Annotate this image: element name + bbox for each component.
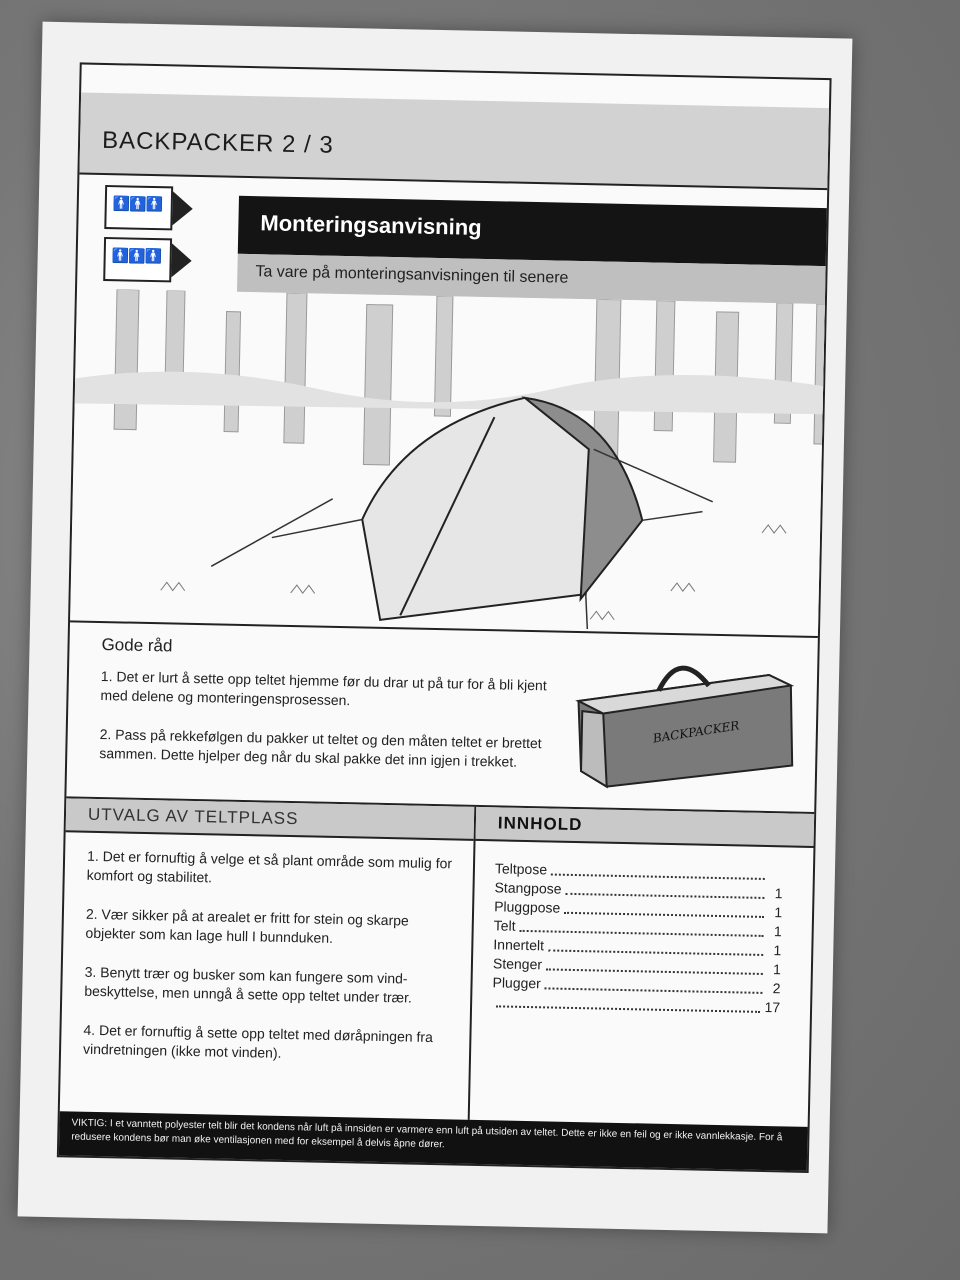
heading: Monteringsanvisning [260,210,482,240]
contents-row: Plugger 2 [492,974,781,997]
page-title: BACKPACKER 2 / 3 [101,126,335,159]
page-frame [57,62,832,1173]
contents-list [492,859,783,1017]
contents-row: Teltpose [495,859,783,884]
contents-row: Stangpose 1 [494,879,783,902]
contents-title: INNHOLD [497,813,583,835]
tip-1: 1. Det er lurt å sette opp teltet hjemme før du drar ut på tur for å bli kjent med delene og monteringensprosessen. [100,668,547,709]
contents-header [476,807,815,848]
tips-title: Gode råd [101,635,173,656]
three-person-icon: 🚹🚹🚹 [103,237,172,282]
site-selection-column [60,798,476,1120]
site-selection-header [66,798,475,841]
contents-row: 17 [492,992,780,1017]
contents-row: Innertelt 1 [493,936,782,959]
two-person-icon: 🚹🚹🚹 [104,185,173,230]
tent-illustration [70,288,825,634]
lower-section [60,796,814,1127]
tips-section [66,620,818,814]
site-rule-1: 1. Det er fornuftig å velge et så plant område som mulig for komfort og stabilitet. [86,847,453,886]
site-selection-title: UTVALG AV TELTPLASS [87,804,299,829]
contents-row: Stenger 1 [492,955,782,978]
contents-column [470,807,814,1127]
title-band [79,92,829,190]
carry-bag-illustration [567,651,800,796]
capacity-icons [77,174,239,287]
tip-2: 2. Pass på rekkefølgen du pakker ut teltet og den måten teltet er brettet sammen. Dette hjelper deg når du skal pakke det inn igjen i trekket. [99,726,542,770]
site-rule-3: 3. Benytt trær og busker som kan fungere som vind-beskyttelse, men unngå å sette opp teltet under trær. [84,963,413,1006]
site-rule-4: 4. Det er fornuftig å sette opp teltet med døråpningen fra vindretningen (ikke mot vinden). [82,1021,434,1061]
bag-label: BACKPACKER [651,718,741,746]
site-rule-2: 2. Vær sikker på at arealet er fritt for stein og skarpe objekter som kan lage hull I bunnduken. [85,905,409,946]
contents-row: Pluggpose 1 [494,898,783,921]
contents-row: Telt 1 [493,917,782,940]
tent-scene [70,288,825,634]
subheading: Ta vare på monteringsanvisningen til senere [255,263,569,287]
instruction-sheet [18,22,853,1234]
footer-warning: VIKTIG: I et vanntett polyester telt blir det kondens når luft på innsiden er varmere enn luft på utsiden av teltet. Dette er ikke en feil og er ikke vannlekkasje. For å redusere kondens bør man øke ventilasjonen med for eksempel å delvis åpne dører. [71,1117,783,1151]
